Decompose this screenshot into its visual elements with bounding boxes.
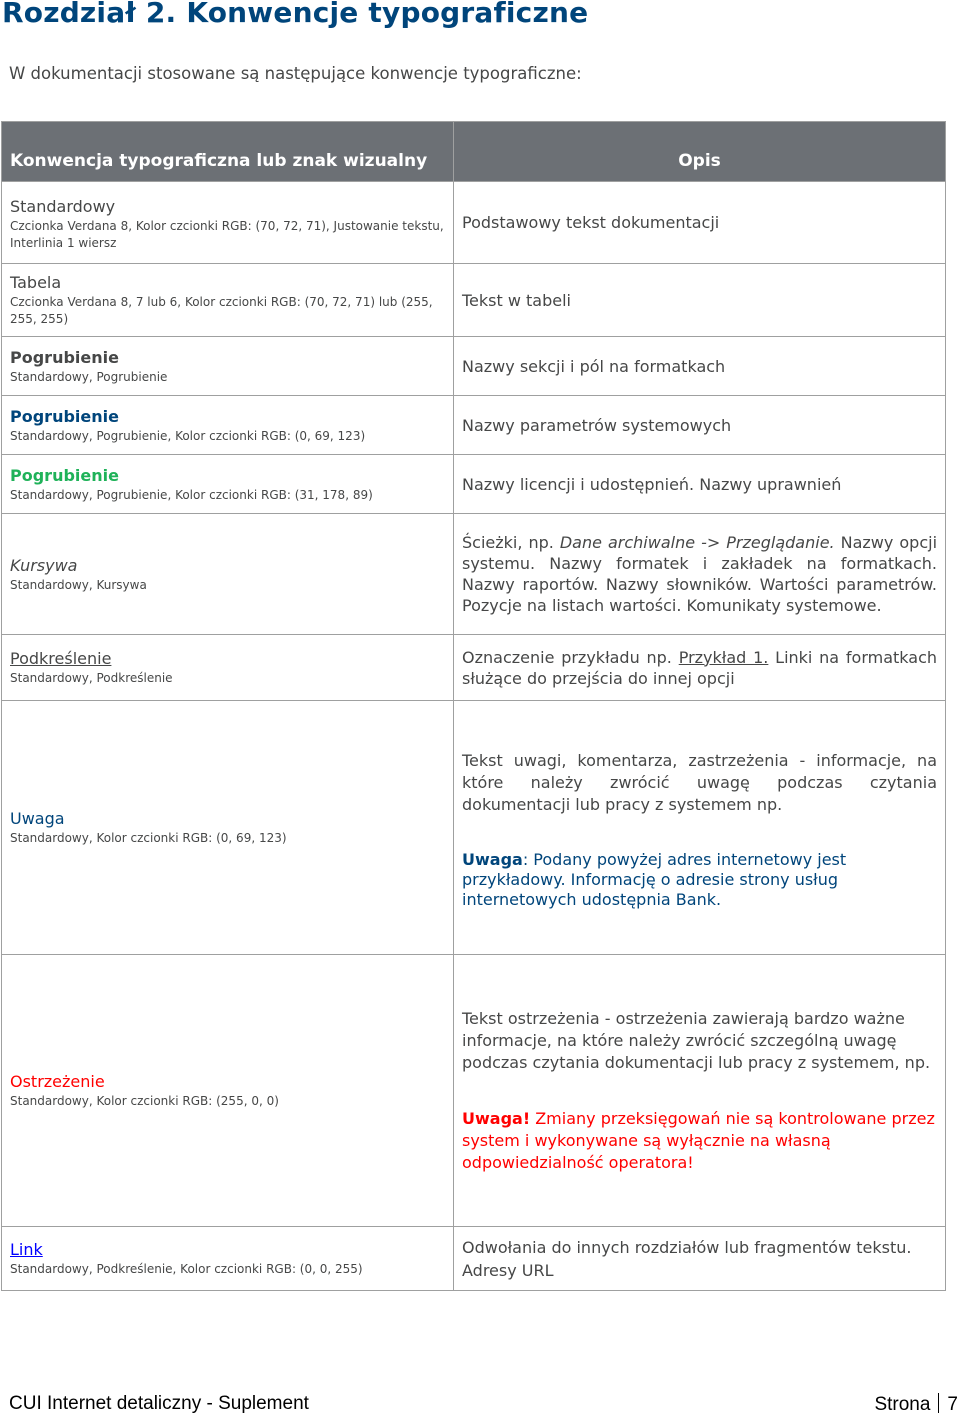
convention-spec: Standardowy, Pogrubienie [10, 369, 168, 384]
convention-name: Ostrzeżenie [10, 1072, 105, 1091]
convention-name: Pogrubienie [10, 406, 119, 426]
convention-cell [2, 701, 454, 955]
warning-text: Zmiany przeksięgowań nie są kontrolowane przez system i wykonywane są wyłącznie na własną odpowiedzialność operatora! [462, 1108, 935, 1172]
footer-page [874, 1393, 958, 1416]
convention-name: Podkreślenie [10, 649, 112, 668]
page-title: Rozdział 2. Konwencje typograficzne [2, 0, 589, 29]
description-part: Linki na formatkach służące do przejścia do innej opcji [462, 647, 938, 688]
header-convention: Konwencja typograficzna lub znak wizualny [2, 122, 454, 182]
convention-name: Uwaga [10, 809, 65, 828]
convention-cell [2, 1227, 454, 1291]
convention-spec: Standardowy, Podkreślenie [10, 671, 173, 685]
description-part: Nazwy opcji systemu. Nazwy formatek i zakładek na formatkach. Nazwy raportów. Nazwy słowników. Wartości parametrów. Pozycje na listach wartości. Komunikaty systemowe. [462, 533, 938, 615]
convention-cell [2, 635, 454, 701]
convention-cell [2, 337, 454, 396]
convention-name: Pogrubienie [10, 347, 119, 367]
header-description: Opis [454, 122, 946, 182]
footer-divider [938, 1393, 939, 1413]
warning-label: Uwaga! [462, 1108, 531, 1128]
description-cell [454, 264, 946, 337]
warning-example [462, 1108, 937, 1174]
convention-cell [2, 514, 454, 635]
note-text: : Podany powyżej adres internetowy jest przykładowy. Informację o adresie strony usług internetowych udostępnia Bank. [462, 849, 847, 909]
convention-name: Standardowy [10, 196, 116, 216]
intro-text: W dokumentacji stosowane są następujące konwencje typograficzne: [9, 64, 582, 83]
convention-cell [2, 182, 454, 264]
convention-spec: Standardowy, Pogrubienie, Kolor czcionki RGB: (31, 178, 89) [10, 487, 373, 502]
convention-cell [2, 955, 454, 1227]
table-row [2, 396, 946, 455]
table-row [2, 955, 946, 1227]
description-cell [454, 1227, 946, 1291]
table-row [2, 337, 946, 396]
description-text: Podstawowy tekst dokumentacji [462, 213, 720, 232]
description-text: Nazwy licencji i udostępnień. Nazwy uprawnień [462, 474, 842, 494]
description-text: Nazwy sekcji i pól na formatkach [462, 356, 726, 376]
description-cell [454, 955, 946, 1227]
convention-cell [2, 264, 454, 337]
description-cell [454, 182, 946, 264]
table-header-row [2, 122, 946, 182]
table-row [2, 635, 946, 701]
conventions-table [1, 121, 946, 1291]
description-part: Oznaczenie przykładu np. [462, 647, 679, 667]
footer-document-title: CUI Internet detaliczny - Suplement [9, 1393, 309, 1414]
note-label: Uwaga [462, 849, 523, 869]
convention-name: Tabela [10, 273, 62, 292]
convention-name: Kursywa [10, 555, 78, 575]
description-part: Ścieżki, np. [462, 533, 560, 552]
table-row [2, 264, 946, 337]
convention-cell [2, 396, 454, 455]
description-text: Odwołania do innych rozdziałów lub fragmentów tekstu. Adresy URL [462, 1237, 912, 1280]
description-cell [454, 455, 946, 514]
convention-cell [2, 455, 454, 514]
description-text: Tekst w tabeli [462, 290, 571, 310]
convention-spec: Standardowy, Pogrubienie, Kolor czcionki RGB: (0, 69, 123) [10, 428, 366, 443]
convention-name: Pogrubienie [10, 465, 119, 485]
description-text [462, 647, 937, 689]
italic-example: Dane archiwalne -> Przeglądanie. [559, 533, 835, 552]
description-cell [454, 701, 946, 955]
footer-page-label: Strona [874, 1394, 931, 1415]
convention-spec: Standardowy, Kolor czcionki RGB: (0, 69, 123) [10, 831, 287, 845]
description-text [462, 532, 937, 616]
description-cell [454, 514, 946, 635]
convention-spec: Standardowy, Podkreślenie, Kolor czcionki RGB: (0, 0, 255) [10, 1262, 363, 1276]
table-row [2, 514, 946, 635]
convention-name-link[interactable]: Link [10, 1240, 43, 1259]
convention-spec: Czcionka Verdana 8, Kolor czcionki RGB: (70, 72, 71), Justowanie tekstu, Interlinia 1 wiersz [10, 218, 444, 250]
table-row [2, 701, 946, 955]
description-text: Tekst uwagi, komentarza, zastrzeżenia - informacje, na które należy zwrócić uwagę podczas czytania dokumentacji lub pracy z systemem np. [462, 750, 937, 814]
table-row [2, 182, 946, 264]
convention-spec: Czcionka Verdana 8, 7 lub 6, Kolor czcionki RGB: (70, 72, 71) lub (255, 255, 255) [10, 295, 433, 326]
table-row [2, 1227, 946, 1291]
description-text: Tekst ostrzeżenia - ostrzeżenia zawierają bardzo ważne informacje, na które należy zwrócić szczególną uwagę podczas czytania dokumentacji lub pracy z systemem, np. [462, 1008, 931, 1072]
description-cell [454, 337, 946, 396]
description-cell [454, 396, 946, 455]
note-example [462, 850, 937, 910]
description-cell [454, 635, 946, 701]
convention-spec: Standardowy, Kursywa [10, 577, 147, 592]
description-text: Nazwy parametrów systemowych [462, 415, 732, 435]
underline-example[interactable]: Przykład 1. [678, 647, 769, 667]
table-row [2, 455, 946, 514]
convention-spec: Standardowy, Kolor czcionki RGB: (255, 0, 0) [10, 1094, 279, 1108]
footer-page-number: 7 [947, 1394, 958, 1415]
